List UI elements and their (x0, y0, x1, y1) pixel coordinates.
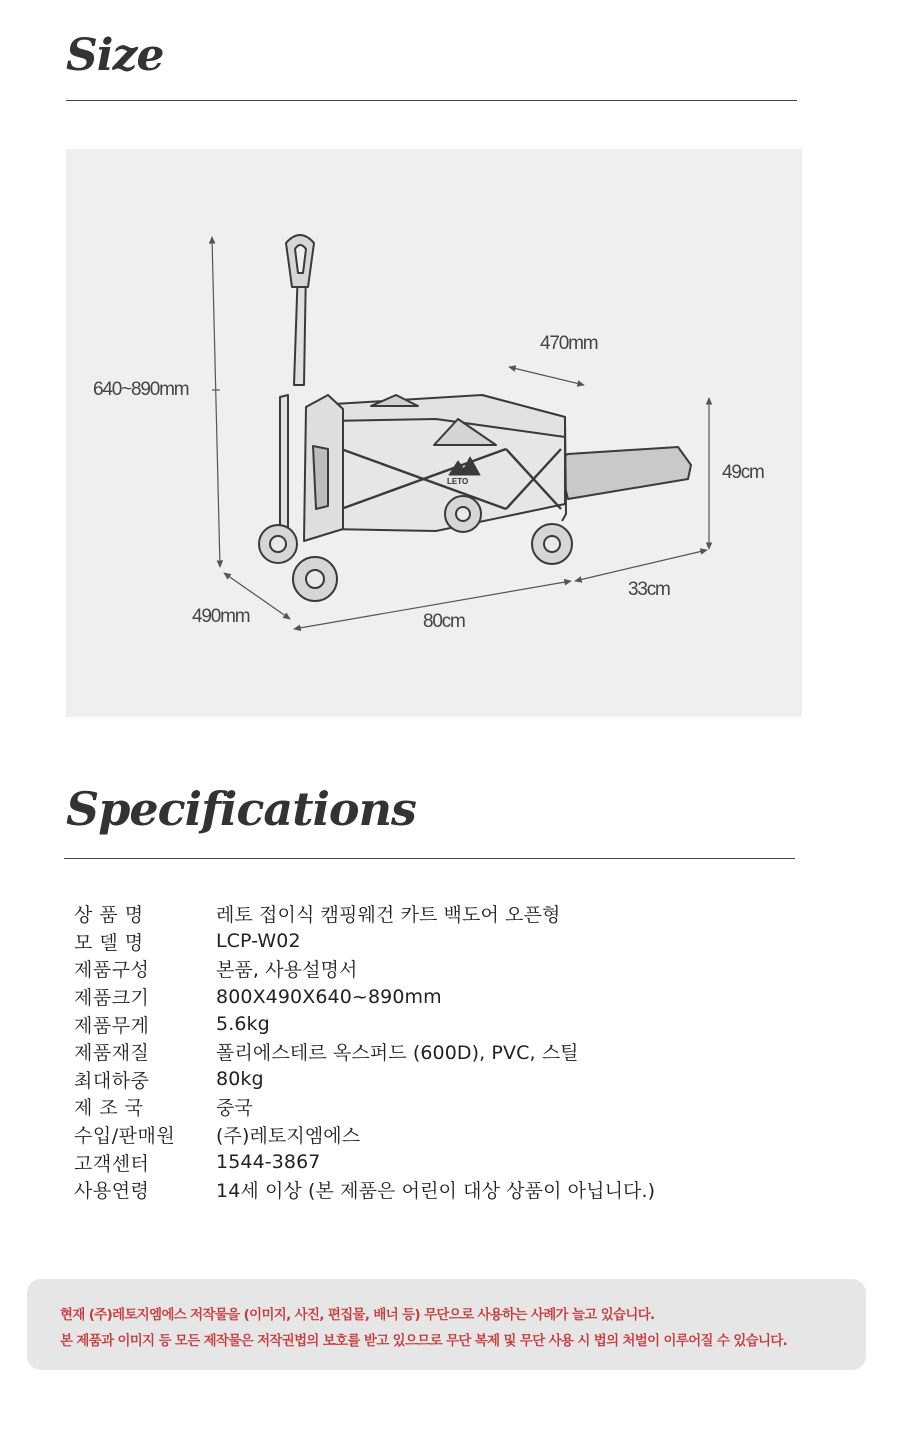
spec-row-material (74, 1038, 655, 1066)
spec-value: 14세 이상 (본 제품은 어린이 대상 상품이 아닙니다.) (216, 1180, 656, 1203)
spec-key: 모 델 명 (74, 931, 144, 954)
spec-row-origin (74, 1093, 655, 1121)
spec-title: Specifications (66, 782, 416, 836)
spec-row-importer (74, 1121, 655, 1149)
spec-key: 제품구성 (74, 959, 150, 982)
dim-inner-width: 470mm (540, 333, 598, 354)
dim-height: 640~890mm (93, 379, 189, 400)
spec-key: 최대하중 (74, 1069, 150, 1092)
spec-value: 레토 접이식 캠핑웨건 카트 백도어 오픈형 (216, 904, 561, 927)
dim-width: 490mm (192, 606, 250, 627)
notice-line-2: 본 제품과 이미지 등 모든 제작물은 저작권법의 보호를 받고 있으므로 무단 복제 및 무단 사용 시 법의 처벌이 이루어질 수 있습니다. (60, 1334, 788, 1349)
notice-line-1: 현재 (주)레토지엠에스 저작물을 (이미지, 사진, 편집물, 배너 등) 무단으로 사용하는 사례가 늘고 있습니다. (60, 1308, 655, 1323)
spec-row-weight (74, 1010, 655, 1038)
spec-value: 본품, 사용설명서 (216, 959, 358, 982)
spec-row-model (74, 928, 655, 956)
spec-key: 고객센터 (74, 1152, 150, 1175)
wagon-logo: LETO (447, 477, 469, 486)
spec-row-product-name (74, 900, 655, 928)
spec-value: 5.6kg (216, 1013, 270, 1036)
spec-key: 제품크기 (74, 987, 150, 1010)
spec-key: 제 조 국 (74, 1097, 144, 1120)
spec-row-max-load (74, 1066, 655, 1094)
spec-key: 제품재질 (74, 1042, 150, 1065)
spec-value: 폴리에스테르 옥스퍼드 (600D), PVC, 스틸 (216, 1042, 579, 1065)
size-title: Size (66, 30, 164, 81)
spec-table (74, 900, 655, 1204)
spec-row-components (74, 955, 655, 983)
spec-value: LCP-W02 (216, 930, 301, 953)
spec-value: (주)레토지엠에스 (216, 1125, 361, 1148)
spec-value: 중국 (216, 1097, 253, 1120)
spec-key: 사용연령 (74, 1180, 150, 1203)
wagon (259, 235, 691, 601)
spec-key: 수입/판매원 (74, 1125, 176, 1148)
size-divider (66, 100, 797, 101)
dim-length: 80cm (423, 611, 465, 632)
copyright-notice (27, 1279, 866, 1370)
spec-row-size (74, 983, 655, 1011)
spec-divider (64, 858, 795, 859)
spec-value: 80kg (216, 1068, 264, 1091)
spec-key: 상 품 명 (74, 904, 144, 927)
spec-key: 제품무게 (74, 1014, 150, 1037)
spec-value: 1544-3867 (216, 1151, 321, 1174)
dim-tailgate-height: 49cm (722, 462, 764, 483)
spec-row-age (74, 1176, 655, 1204)
dim-tailgate-length: 33cm (628, 579, 670, 600)
size-diagram (66, 149, 802, 717)
spec-row-customer-center (74, 1148, 655, 1176)
spec-value: 800X490X640~890mm (216, 985, 442, 1008)
